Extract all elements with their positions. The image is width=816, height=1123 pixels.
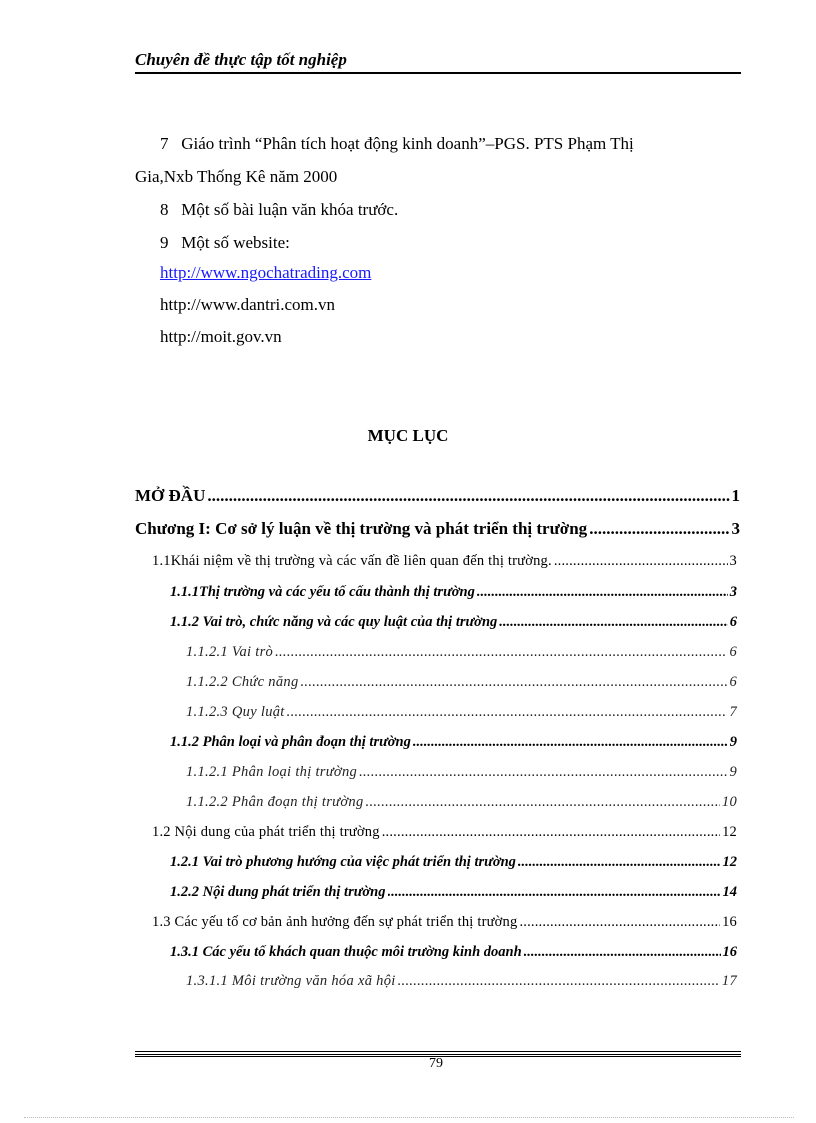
toc-entry[interactable]: 1.2 Nội dung của phát triển thị trường ..... 12 bbox=[152, 824, 737, 841]
header-rule bbox=[135, 72, 741, 74]
website-text: http://www.dantri.com.vn bbox=[160, 295, 336, 314]
toc-entry[interactable]: 1.1.2.2 Chức năng ..... 6 bbox=[186, 674, 737, 691]
toc-entry[interactable]: MỞ ĐẦU ..... 1 bbox=[135, 486, 740, 506]
website-link-item[interactable] bbox=[160, 263, 371, 283]
reference-item: 7 Giáo trình “Phân tích hoạt động kinh doanh”–PGS. PTS Phạm Thị bbox=[160, 134, 634, 153]
toc-entry[interactable]: Chương I: Cơ sở lý luận về thị trường và phát triển thị trường ..... 3 bbox=[135, 519, 740, 539]
toc-entry[interactable]: 1.3 Các yếu tố cơ bản ảnh hưởng đến sự phát triển thị trường ..... 16 bbox=[152, 914, 737, 931]
website-text: http://moit.gov.vn bbox=[160, 327, 282, 346]
reference-item: 9 Một số website: bbox=[160, 233, 290, 252]
toc-entry[interactable]: 1.3.1 Các yếu tố khách quan thuộc môi trường kinh doanh ..... 16 bbox=[170, 944, 737, 961]
footer-rule bbox=[135, 1051, 741, 1052]
website-link[interactable]: http://www.ngochatrading.com bbox=[160, 263, 372, 282]
reference-item-continuation: Gia,Nxb Thống Kê năm 2000 bbox=[135, 167, 338, 186]
page-boundary bbox=[24, 1117, 794, 1118]
toc-entry[interactable]: 1.1.2.2 Phân đoạn thị trường ..... 10 bbox=[186, 794, 737, 811]
toc-entry[interactable]: 1.3.1.1 Môi trường văn hóa xã hội ..... 17 bbox=[186, 973, 737, 990]
toc-entry[interactable]: 1.1.1Thị trường và các yếu tố cấu thành thị trường ..... 3 bbox=[170, 584, 737, 601]
reference-item: 8 Một số bài luận văn khóa trước. bbox=[160, 200, 399, 219]
toc-entry[interactable]: 1.1.2.3 Quy luật ..... 7 bbox=[186, 704, 737, 721]
toc-entry[interactable]: 1.1Khái niệm về thị trường và các vấn đề liên quan đến thị trường. ..... 3 bbox=[152, 553, 737, 570]
toc-entry[interactable]: 1.1.2.1 Vai trò ..... 6 bbox=[186, 644, 737, 661]
toc-entry[interactable]: 1.1.2.1 Phân loại thị trường ..... 9 bbox=[186, 764, 737, 781]
toc-entry[interactable]: 1.2.1 Vai trò phương hướng của việc phát triển thị trường ..... 12 bbox=[170, 854, 737, 871]
toc-entry[interactable]: 1.1.2 Vai trò, chức năng và các quy luật của thị trường ..... 6 bbox=[170, 614, 737, 631]
page-number: 79 bbox=[429, 1056, 443, 1071]
toc-title: MỤC LỤC bbox=[367, 426, 449, 445]
toc-entry[interactable]: 1.2.2 Nội dung phát triển thị trường ..... 14 bbox=[170, 884, 737, 901]
toc-entry[interactable]: 1.1.2 Phân loại và phân đoạn thị trường ..... 9 bbox=[170, 734, 737, 751]
header-title: Chuyên đề thực tập tốt nghiệp bbox=[135, 50, 347, 69]
